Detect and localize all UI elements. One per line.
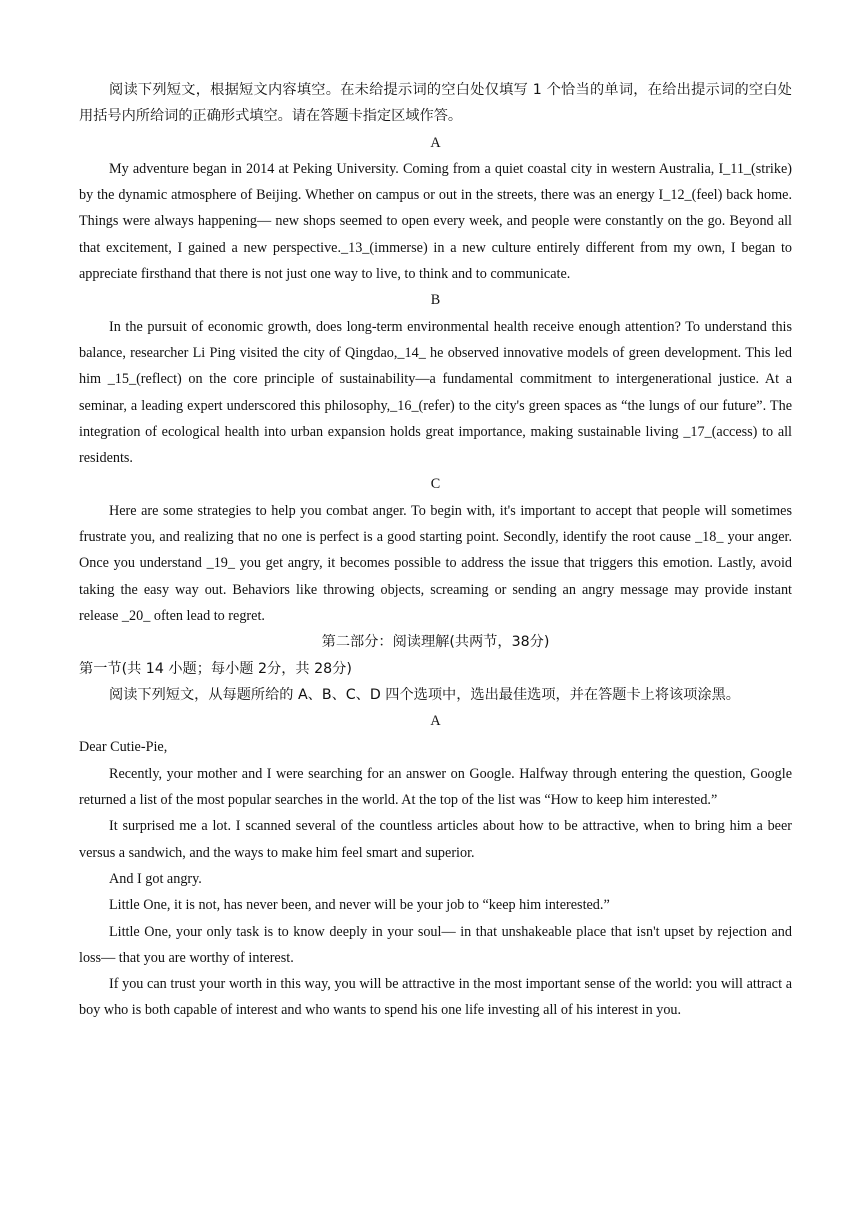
letter-paragraph: Little One, your only task is to know deeply in your soul— in that unshakeable place that isn't upset by rejection and loss— that you are worthy of interest. (79, 923, 792, 966)
section-b-heading: B (430, 292, 441, 309)
section-c-heading: C (430, 476, 441, 493)
document-page (79, 77, 792, 1024)
section-a-heading: A (430, 134, 441, 151)
letter-paragraph: Recently, your mother and I were searching for an answer on Google. Halfway through entering the question, Google returned a list of the most popular searches in the world. At the top of the list was “How to keep him interested.” (79, 765, 792, 809)
letter-paragraph: If you can trust your worth in this way, you will be attractive in the most important sense of the world: you will attract a boy who is both capable of interest and who wants to spend his one life investing all of his interest in you. (79, 976, 792, 1019)
section-a-paragraph: My adventure began in 2014 at Peking University. Coming from a quiet coastal city in western Australia, I_11_(strike) by the dynamic atmosphere of Beijing. Whether on campus or out in the streets, there was an energy I_12_(feel) back home. Things were always happening— new shops seemed to open every week, and people were constantly on the go. Beyond all that excitement, I gained a new perspective._13_(immerse) in a new culture entirely different from my own, I began to appreciate firsthand that there is not just one way to live, to think and to communicate. (79, 160, 792, 283)
section-c-paragraph: Here are some strategies to help you combat anger. To begin with, it's important to accept that people will sometimes frustrate you, and realizing that no one is perfect is a good starting point. Secondly, identify the root cause _18_ your anger. Once you understand _19_ you get angry, it becomes possible to address the issue that triggers this emotion. Lastly, avoid taking the easy way out. Behaviors like throwing objects, screaming or sending an angry message may provide instant release _20_ often lead to regret. (79, 502, 792, 624)
letter-salutation: Dear Cutie-Pie, (79, 739, 168, 756)
section-b-paragraph: In the pursuit of economic growth, does long-term environmental health receive enough attention? To understand this balance, researcher Li Ping visited the city of Qingdao,_14_ he observed innovative models of green development. This led him _15_(reflect) on the core principle of sustainability—a fundamental commitment to intergenerational justice. At a seminar, a leading expert underscored this philosophy,_16_(refer) to the city's green spaces as “the lungs of our future”. The integration of ecological health into urban expansion holds great importance, making sustainable living _17_(access) to all residents. (79, 318, 792, 467)
letter-paragraph: It surprised me a lot. I scanned several of the countless articles about how to be attractive, when to bring him a beer versus a sandwich, and the ways to make him feel smart and superior. (79, 818, 792, 861)
letter-paragraph: Little One, it is not, has never been, and never will be your job to “keep him interested.” (109, 897, 610, 914)
part2-title: 第二部分：阅读理解(共两节，38分) (321, 634, 550, 651)
reading-a-heading: A (430, 713, 441, 730)
letter-paragraph: And I got angry. (109, 870, 202, 887)
reading-instructions: 阅读下列短文，从每题所给的 A、B、C、D 四个选项中，选出最佳选项，并在答题卡上将该项涂黑。 (109, 686, 740, 703)
section1-title: 第一节(共 14 小题；每小题 2分，共 28分) (79, 660, 352, 677)
fill-blank-instructions: 阅读下列短文，根据短文内容填空。在未给提示词的空白处仅填写 1 个恰当的单词，在给出提示词的空白处用括号内所给词的正确形式填空。请在答题卡指定区域作答。 (79, 82, 792, 125)
